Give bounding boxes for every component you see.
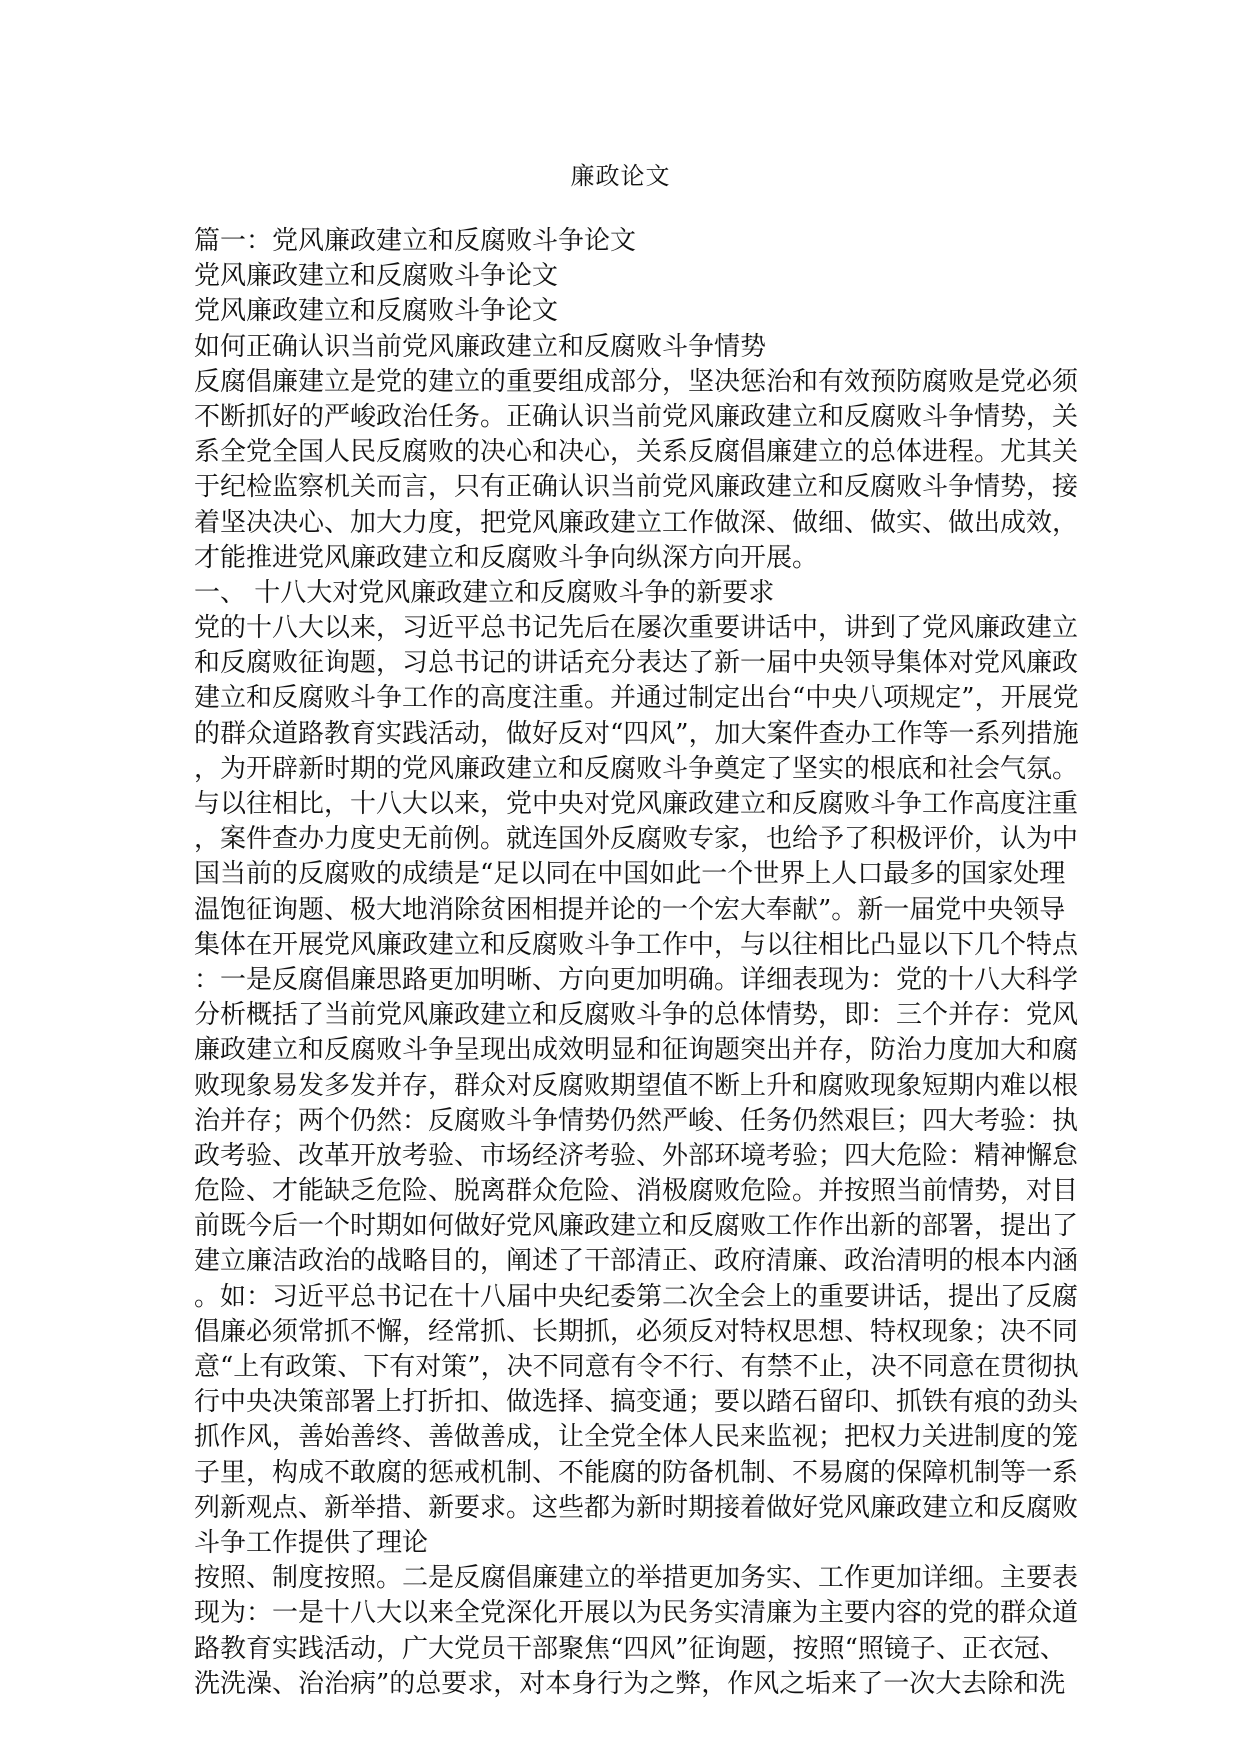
text-line: 集体在开展党风廉政建立和反腐败斗争工作中，与以往相比凸显以下几个特点	[194, 929, 1079, 960]
text-line: 意“上有政策、下有对策”，决不同意有令不行、有禁不止，决不同意在贯彻执	[194, 1352, 1079, 1382]
text-line: 建立廉洁政治的战略目的，阐述了干部清正、政府清廉、政治清明的根本内涵	[194, 1246, 1079, 1277]
text-line: 路教育实践活动，广大党员干部聚焦“四风”征询题，按照“照镜子、正衣冠、	[194, 1633, 1066, 1664]
text-line: 按照、制度按照。二是反腐倡廉建立的举措更加务实、工作更加详细。主要表	[194, 1563, 1079, 1594]
text-line: 建立和反腐败斗争工作的高度注重。并通过制定出台“中央八项规定”，开展党	[194, 683, 1079, 714]
text-line: 危险、才能缺乏危险、脱离群众危险、消极腐败危险。并按照当前情势，对目	[194, 1176, 1079, 1207]
text-line: 治并存；两个仍然：反腐败斗争情势仍然严峻、任务仍然艰巨；四大考验：执	[194, 1105, 1079, 1136]
text-line: 分析概括了当前党风廉政建立和反腐败斗争的总体情势，即：三个并存：党风	[194, 1000, 1079, 1031]
text-line: 倡廉必须常抓不懈，经常抓、长期抓，必须反对特权思想、特权现象；决不同	[194, 1316, 1079, 1347]
text-line: 于纪检监察机关而言，只有正确认识当前党风廉政建立和反腐败斗争情势，接	[194, 472, 1079, 503]
text-line: ，为开辟新时期的党风廉政建立和反腐败斗争奠定了坚实的根底和社会气氛。	[194, 753, 1079, 784]
text-line: 才能推进党风廉政建立和反腐败斗争向纵深方向开展。	[194, 542, 819, 573]
text-line: 一、 十八大对党风廉政建立和反腐败斗争的新要求	[194, 577, 775, 608]
text-line: 现为：一是十八大以来全党深化开展以为民务实清廉为主要内容的党的群众道	[194, 1598, 1079, 1629]
text-line: 系全党全国人民反腐败的决心和决心，关系反腐倡廉建立的总体进程。尤其关	[194, 437, 1079, 468]
text-line: 国当前的反腐败的成绩是“足以同在中国如此一个世界上人口最多的国家处理	[194, 859, 1066, 890]
text-line: 着坚决决心、加大力度，把党风廉政建立工作做深、做细、做实、做出成效，	[194, 507, 1079, 538]
text-line: 败现象易发多发并存，群众对反腐败期望值不断上升和腐败现象短期内难以根	[194, 1070, 1079, 1101]
text-line: 廉政建立和反腐败斗争呈现出成效明显和征询题突出并存，防治力度加大和腐	[194, 1035, 1079, 1066]
text-line: 前既今后一个时期如何做好党风廉政建立和反腐败工作作出新的部署，提出了	[194, 1211, 1079, 1242]
text-line: 温饱征询题、极大地消除贫困相提并论的一个宏大奉献”。新一届党中央领导	[194, 894, 1066, 925]
text-line: ，案件查办力度史无前例。就连国外反腐败专家，也给予了积极评价，认为中	[194, 824, 1079, 855]
text-line: 行中央决策部署上打折扣、做选择、搞变通；要以踏石留印、抓铁有痕的劲头	[194, 1387, 1079, 1418]
text-line: 。如：习近平总书记在十八届中央纪委第二次全会上的重要讲话，提出了反腐	[194, 1281, 1079, 1312]
text-line: 篇一：党风廉政建立和反腐败斗争论文	[194, 226, 637, 256]
text-line: 列新观点、新举措、新要求。这些都为新时期接着做好党风廉政建立和反腐败	[194, 1492, 1079, 1523]
text-line: 抓作风，善始善终、善做善成，让全党全体人民来监视；把权力关进制度的笼	[194, 1422, 1079, 1453]
text-line: 的群众道路教育实践活动，做好反对“四风”，加大案件查办工作等一系列措施	[194, 718, 1079, 749]
document-body	[194, 224, 1079, 1702]
text-line: 政考验、改革开放考验、市场经济考验、外部环境考验；四大危险：精神懈怠	[194, 1140, 1079, 1171]
text-line: 与以往相比，十八大以来，党中央对党风廉政建立和反腐败斗争工作高度注重	[194, 789, 1079, 819]
text-line: 反腐倡廉建立是党的建立的重要组成部分，坚决惩治和有效预防腐败是党必须	[194, 366, 1079, 397]
document-title: 廉政论文	[570, 162, 671, 190]
text-line: 如何正确认识当前党风廉政建立和反腐败斗争情势	[194, 331, 767, 362]
text-line: ：一是反腐倡廉思路更加明晰、方向更加明确。详细表现为：党的十八大科学	[194, 964, 1079, 995]
text-line: 党风廉政建立和反腐败斗争论文	[194, 261, 559, 292]
text-line: 子里，构成不敢腐的惩戒机制、不能腐的防备机制、不易腐的保障机制等一系	[194, 1457, 1079, 1488]
text-line: 洗洗澡、治治病”的总要求，对本身行为之弊，作风之垢来了一次大去除和洗	[194, 1668, 1066, 1699]
text-line: 斗争工作提供了理论	[194, 1527, 429, 1558]
text-line: 不断抓好的严峻政治任务。正确认识当前党风廉政建立和反腐败斗争情势，关	[194, 401, 1079, 432]
text-line: 和反腐败征询题，习总书记的讲话充分表达了新一届中央领导集体对党风廉政	[194, 648, 1079, 679]
text-line: 党风廉政建立和反腐败斗争论文	[194, 296, 559, 327]
text-line: 党的十八大以来，习近平总书记先后在屡次重要讲话中，讲到了党风廉政建立	[194, 613, 1079, 644]
